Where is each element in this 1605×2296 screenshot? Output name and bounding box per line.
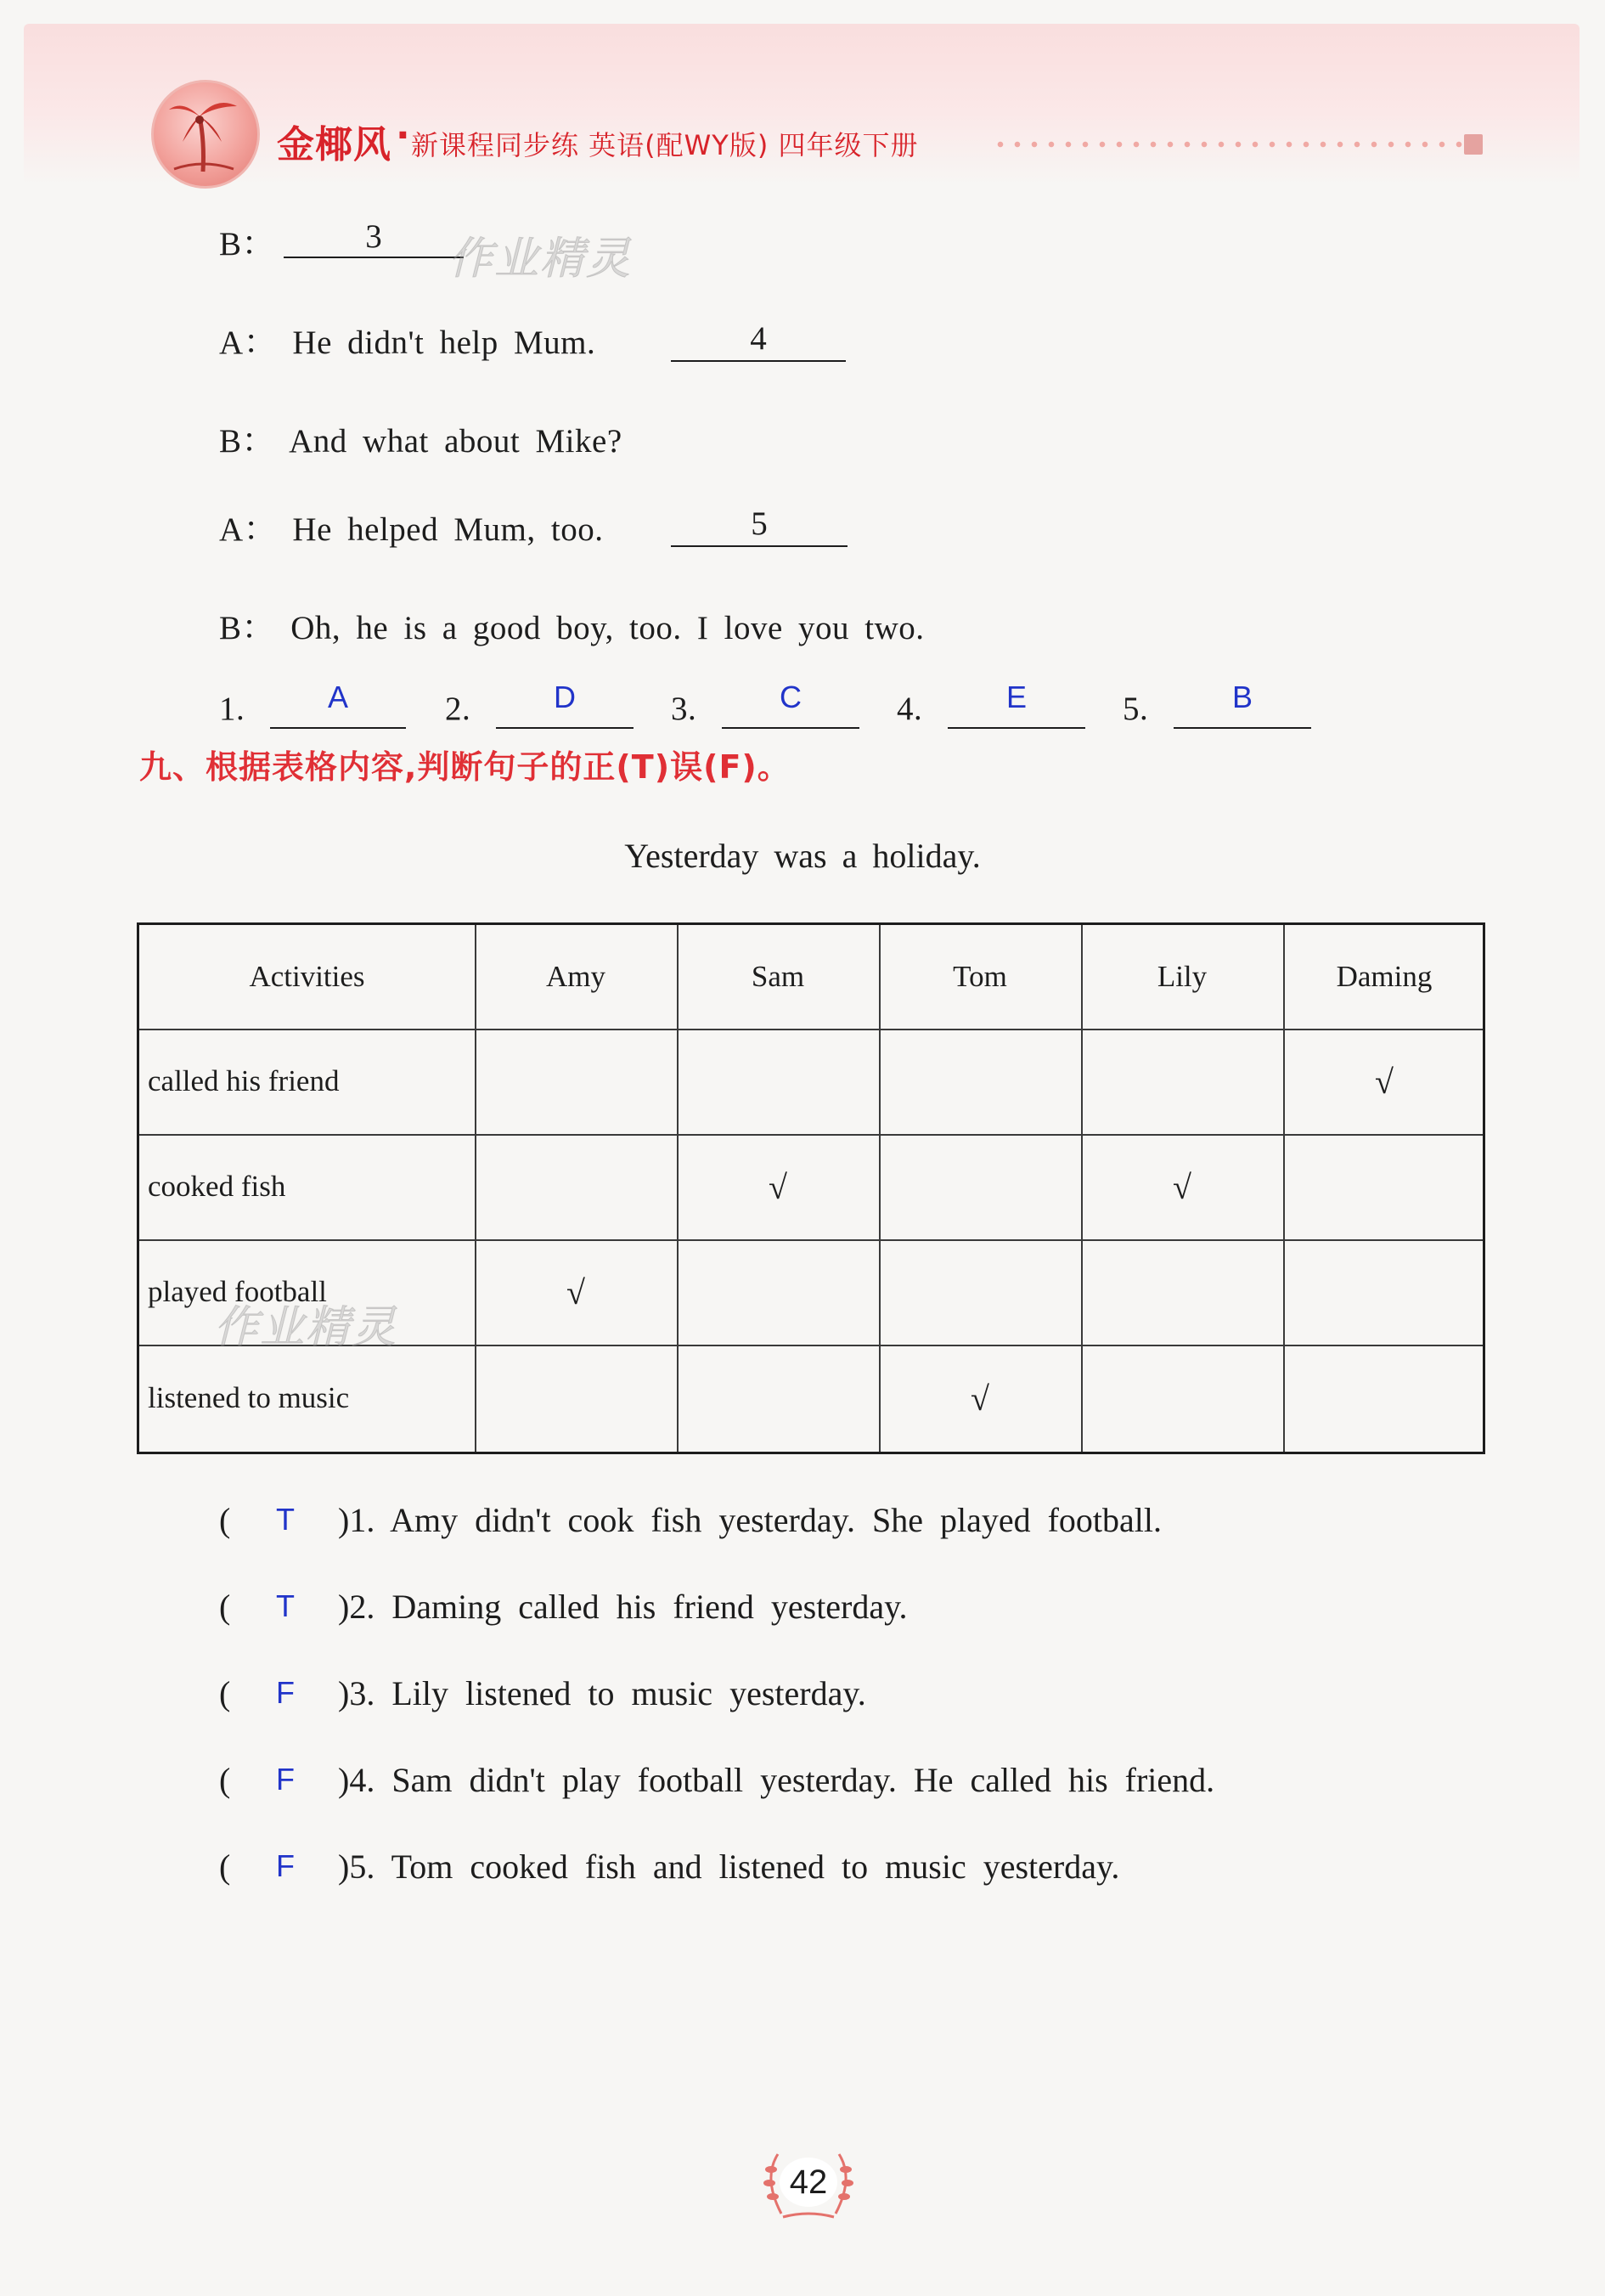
header-cell: Amy: [546, 960, 605, 993]
check-mark: √: [971, 1379, 989, 1418]
table-row: [139, 1029, 1483, 1134]
dialogue-text: Oh, he is a good boy, too. I love you two.: [290, 610, 925, 646]
tf-statement: [338, 1673, 866, 1713]
watermark: 作业精灵: [448, 234, 633, 285]
speaker: B：: [219, 610, 276, 646]
brand-separator: ·: [396, 114, 410, 157]
tf-statement: [338, 1587, 908, 1627]
speaker: B：: [219, 226, 276, 262]
tf-statement: [338, 1847, 1119, 1887]
tf-number: )1.: [338, 1501, 375, 1539]
tf-number: )3.: [338, 1674, 375, 1712]
activities-table: [137, 922, 1485, 1454]
blank-answer: 4: [750, 320, 767, 357]
page-number-badge: [757, 2144, 859, 2225]
tf-text: Sam didn't play football yesterday. He called his friend.: [391, 1761, 1215, 1799]
speaker: B：: [219, 423, 276, 460]
tf-number: )2.: [338, 1588, 375, 1626]
page-number: 42: [780, 2158, 837, 2207]
series-title: 新课程同步练 英语(配WY版) 四年级下册: [411, 129, 919, 161]
dialogue-line: [219, 601, 925, 649]
dialogue-line: [219, 415, 622, 462]
answer-blank: [284, 257, 464, 258]
speaker: A：: [219, 511, 278, 548]
tf-answer: F: [276, 1762, 295, 1797]
match-number: 2.: [445, 691, 471, 727]
match-number: 4.: [897, 691, 923, 727]
match-number: 5.: [1123, 691, 1149, 727]
dialogue-line: [219, 316, 595, 364]
check-mark: √: [1173, 1167, 1191, 1206]
blank-answer: 5: [751, 505, 768, 542]
tf-answer: F: [276, 1848, 295, 1883]
answer-paren-open: (: [219, 1674, 231, 1712]
header-cell: Daming: [1336, 960, 1433, 993]
match-answer: E: [1005, 680, 1027, 714]
blank-answer: 3: [365, 218, 382, 255]
match-answer: C: [780, 680, 802, 714]
tf-text: Tom cooked fish and listened to music yesterday.: [391, 1848, 1120, 1886]
tf-text: Amy didn't cook fish yesterday. She played football.: [390, 1501, 1163, 1539]
dialogue-line: [219, 503, 603, 550]
match-number: 1.: [219, 691, 245, 727]
header-cell: Tom: [953, 960, 1007, 993]
answer-blank: [1174, 727, 1311, 729]
answer-blank: [496, 727, 634, 729]
header-cell: Sam: [751, 960, 805, 993]
answer-blank: [671, 545, 848, 547]
dialogue-text: He helped Mum, too.: [292, 511, 604, 548]
check-mark: √: [1375, 1062, 1394, 1101]
activity-cell: cooked fish: [148, 1170, 286, 1203]
answer-blank: [270, 727, 406, 729]
activity-cell: called his friend: [148, 1064, 340, 1097]
dialogue-line: [219, 217, 275, 265]
header-dots-end: [1464, 134, 1483, 155]
check-mark: √: [566, 1272, 585, 1312]
answer-blank: [948, 727, 1085, 729]
tf-text: Daming called his friend yesterday.: [391, 1588, 908, 1626]
header-dots: [992, 141, 1467, 148]
tf-statement: [338, 1500, 1162, 1540]
tf-answer: T: [276, 1588, 295, 1623]
tf-answer: F: [276, 1675, 295, 1710]
table-row: [139, 1345, 1483, 1452]
speaker: A：: [219, 324, 278, 361]
answer-paren-open: (: [219, 1588, 231, 1626]
match-answer: A: [327, 680, 348, 714]
table-row: [139, 1134, 1483, 1239]
answer-paren-open: (: [219, 1848, 231, 1886]
tf-answer: T: [276, 1502, 295, 1537]
dialogue-text: And what about Mike?: [289, 423, 622, 460]
watermark: 作业精灵: [214, 1302, 398, 1353]
match-number: 3.: [671, 691, 697, 727]
tf-statement: [338, 1760, 1214, 1800]
dialogue-text: He didn't help Mum.: [292, 324, 596, 361]
coconut-tree-logo-icon: [151, 80, 260, 189]
header-cell: Activities: [249, 960, 365, 993]
answer-blank: [671, 360, 846, 362]
header-cell: Lily: [1157, 960, 1208, 993]
tf-text: Lily listened to music yesterday.: [391, 1674, 866, 1712]
answer-paren-open: (: [219, 1501, 231, 1539]
answer-paren-open: (: [219, 1761, 231, 1799]
tf-number: )4.: [338, 1761, 375, 1799]
match-answer: D: [554, 680, 576, 714]
table-header-row: [139, 925, 1483, 1029]
section-heading: 九、根据表格内容,判断句子的正(T)误(F)。: [139, 748, 791, 786]
tf-number: )5.: [338, 1848, 375, 1886]
brand-name: 金椰风: [277, 123, 391, 166]
answer-blank: [722, 727, 859, 729]
activity-cell: played football: [148, 1275, 327, 1308]
table-caption: Yesterday was a holiday.: [624, 837, 981, 875]
activity-cell: listened to music: [148, 1381, 350, 1414]
check-mark: √: [769, 1167, 787, 1206]
match-answer: B: [1231, 680, 1253, 714]
